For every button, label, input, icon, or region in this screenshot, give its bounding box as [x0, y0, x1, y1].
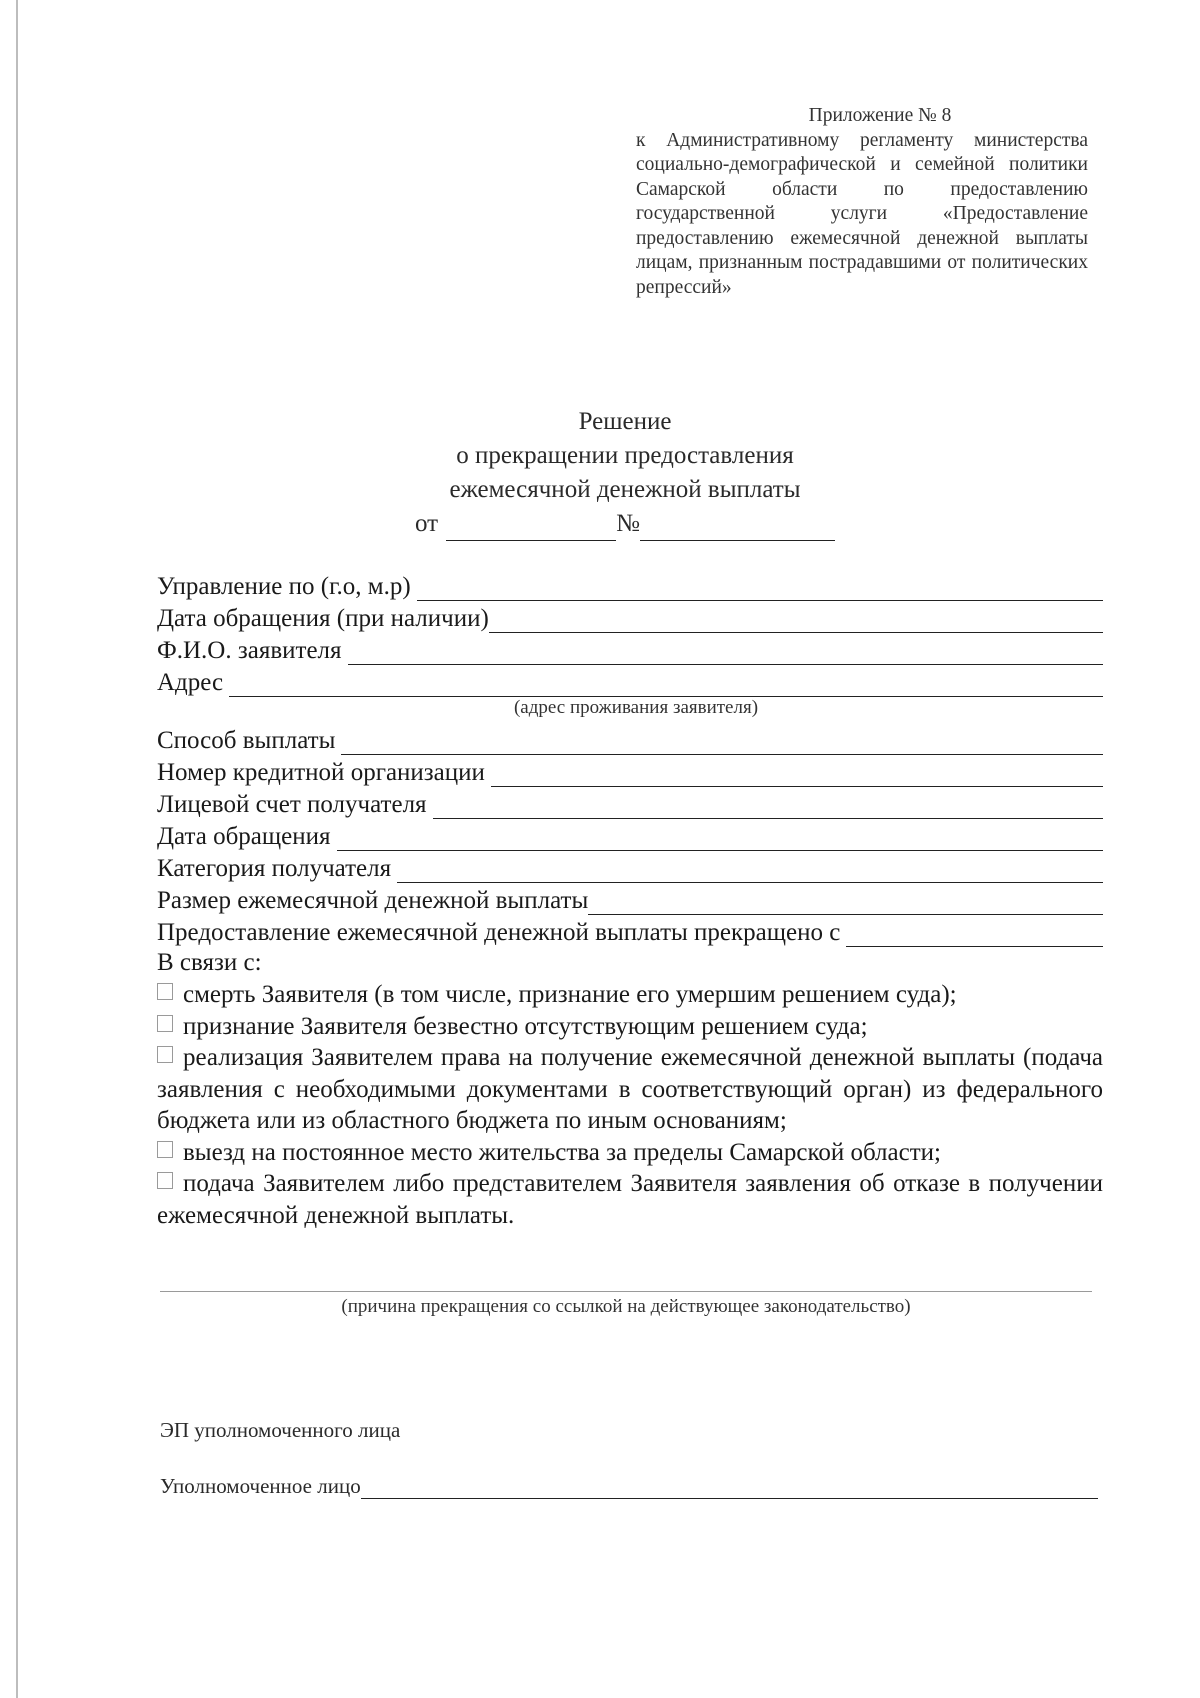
applicant-name-row: [157, 633, 1103, 665]
request-date-optional-field[interactable]: [489, 608, 1103, 633]
payment-method-field[interactable]: [341, 730, 1103, 755]
request-date-row: [157, 819, 1103, 851]
scan-edge: [16, 0, 18, 1698]
document-subtitle-line-2: ежемесячной денежной выплаты: [449, 476, 801, 503]
document-title-block: [300, 405, 950, 541]
terminated-from-label: Предоставление ежемесячной денежной выплаты прекращено с: [157, 919, 841, 946]
recipient-category-field[interactable]: [397, 858, 1103, 883]
terminated-from-field[interactable]: [846, 922, 1103, 947]
date-field[interactable]: [446, 514, 616, 541]
address-row: [157, 665, 1103, 697]
reason-item: [157, 979, 1103, 1011]
request-date-optional-row: [157, 601, 1103, 633]
personal-account-row: [157, 787, 1103, 819]
reason-item: [157, 1011, 1103, 1043]
department-label: Управление по (г.о, м.р): [157, 573, 411, 600]
document-title: Решение: [578, 408, 672, 435]
reasons-intro: В связи с:: [157, 949, 262, 976]
form-fields: [157, 569, 1103, 1231]
authorized-person-field[interactable]: [361, 1478, 1098, 1499]
ep-signature-label: ЭП уполномоченного лица: [160, 1418, 401, 1442]
appendix-note: [636, 104, 1088, 300]
credit-org-row: [157, 755, 1103, 787]
authorized-person-row: [160, 1474, 1098, 1499]
reason-checkbox-refusal[interactable]: [157, 1172, 173, 1189]
date-prefix: от: [415, 510, 439, 537]
payment-amount-field[interactable]: [588, 890, 1103, 915]
personal-account-field[interactable]: [433, 794, 1103, 819]
address-label: Адрес: [157, 669, 224, 696]
address-hint: (адрес проживания заявителя): [513, 697, 759, 718]
reason-text-relocation: выезд на постоянное место жительства за пределы Самарской области;: [183, 1138, 941, 1166]
number-sign: №: [616, 510, 640, 537]
payment-method-row: [157, 723, 1103, 755]
credit-org-field[interactable]: [491, 762, 1103, 787]
reason-text-missing: признание Заявителя безвестно отсутствующим решением суда;: [183, 1012, 868, 1040]
appendix-title: Приложение № 8: [808, 105, 952, 126]
payment-method-label: Способ выплаты: [157, 727, 336, 754]
reason-text-other-right: реализация Заявителем права на получение ежемесячной денежной выплаты (подача заявления с необходимыми документами в соответствующий орган) из федерального бюджета или из областного бюджета по иным основаниям;: [157, 1044, 1103, 1134]
request-date-optional-label: Дата обращения (при наличии): [157, 605, 489, 632]
number-field[interactable]: [640, 514, 835, 541]
document-subtitle-line-1: о прекращении предоставления: [456, 442, 794, 469]
payment-amount-row: [157, 883, 1103, 915]
reason-item: [157, 1137, 1103, 1169]
department-row: [157, 569, 1103, 601]
recipient-category-row: [157, 851, 1103, 883]
reason-checkbox-other-right[interactable]: [157, 1046, 173, 1063]
reason-checkbox-relocation[interactable]: [157, 1141, 173, 1158]
reason-item: [157, 1168, 1103, 1231]
reason-text-refusal: подача Заявителем либо представителем Заявителя заявления об отказе в получении ежемесячной денежной выплаты.: [157, 1170, 1103, 1229]
applicant-name-label: Ф.И.О. заявителя: [157, 637, 342, 664]
payment-amount-label: Размер ежемесячной денежной выплаты: [157, 887, 589, 914]
department-field[interactable]: [417, 576, 1103, 601]
reason-checkbox-death[interactable]: [157, 983, 173, 1000]
reason-item: [157, 1042, 1103, 1137]
appendix-body: к Административному регламенту министерства социально-демографической и семейной политики Самарской области по предоставлению государственной услуги «Предоставление предоставлению ежемесячной денежной выплаты лицам, признанным пострадавшими от политических репрессий»: [636, 129, 1088, 298]
applicant-name-field[interactable]: [348, 640, 1103, 665]
request-date-label: Дата обращения: [157, 823, 331, 850]
personal-account-label: Лицевой счет получателя: [157, 791, 427, 818]
request-date-field[interactable]: [337, 826, 1104, 851]
authorized-person-label: Уполномоченное лицо: [160, 1474, 361, 1498]
terminated-from-row: [157, 915, 1103, 947]
recipient-category-label: Категория получателя: [157, 855, 392, 882]
reason-checkbox-missing[interactable]: [157, 1015, 173, 1032]
address-field[interactable]: [229, 672, 1103, 697]
reason-text-death: смерть Заявителя (в том числе, признание его умершим решением суда);: [183, 981, 957, 1008]
reason-hint: (причина прекращения со ссылкой на действующее законодательство): [341, 1296, 911, 1317]
date-number-line: [300, 507, 950, 541]
reason-field[interactable]: [160, 1291, 1092, 1292]
credit-org-label: Номер кредитной организации: [157, 759, 485, 786]
